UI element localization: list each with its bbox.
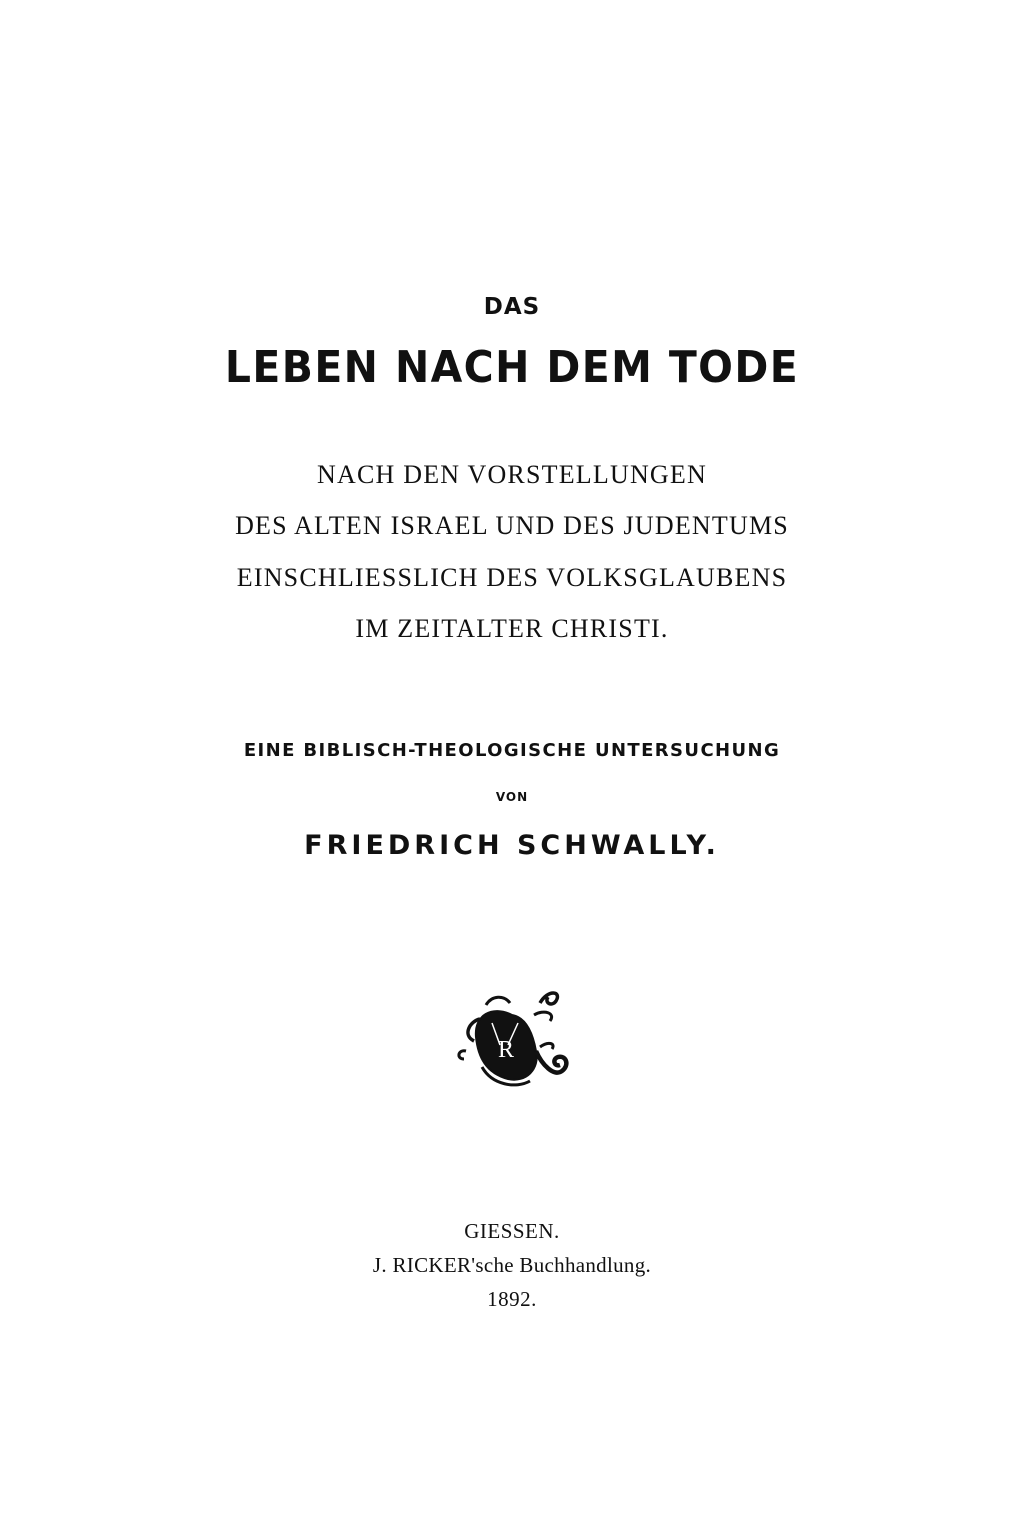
page-title: LEBEN NACH DEM TODE bbox=[224, 342, 800, 393]
imprint-year: 1892. bbox=[487, 1287, 537, 1311]
subtitle-line-3: EINSCHLIESSLICH DES VOLKSGLAUBENS bbox=[236, 563, 788, 592]
by-line: VON bbox=[495, 790, 529, 804]
title-article: DAS bbox=[483, 294, 541, 320]
author-name: FRIEDRICH SCHWALLY. bbox=[304, 830, 720, 861]
subtitle-line-2: DES ALTEN ISRAEL UND DES JUDENTUMS bbox=[235, 511, 789, 540]
subtitle-line-4: IM ZEITALTER CHRISTI. bbox=[355, 614, 669, 643]
publisher-monogram-icon bbox=[452, 985, 576, 1093]
imprint-publisher: J. RICKER'sche Buchhandlung. bbox=[372, 1253, 652, 1277]
genre-line: EINE BIBLISCH-THEOLOGISCHE UNTERSUCHUNG bbox=[243, 740, 781, 761]
imprint-place: GIESSEN. bbox=[464, 1219, 560, 1243]
subtitle-line-1: NACH DEN VORSTELLUNGEN bbox=[317, 460, 707, 489]
monogram-letter-r: R bbox=[498, 1037, 515, 1063]
